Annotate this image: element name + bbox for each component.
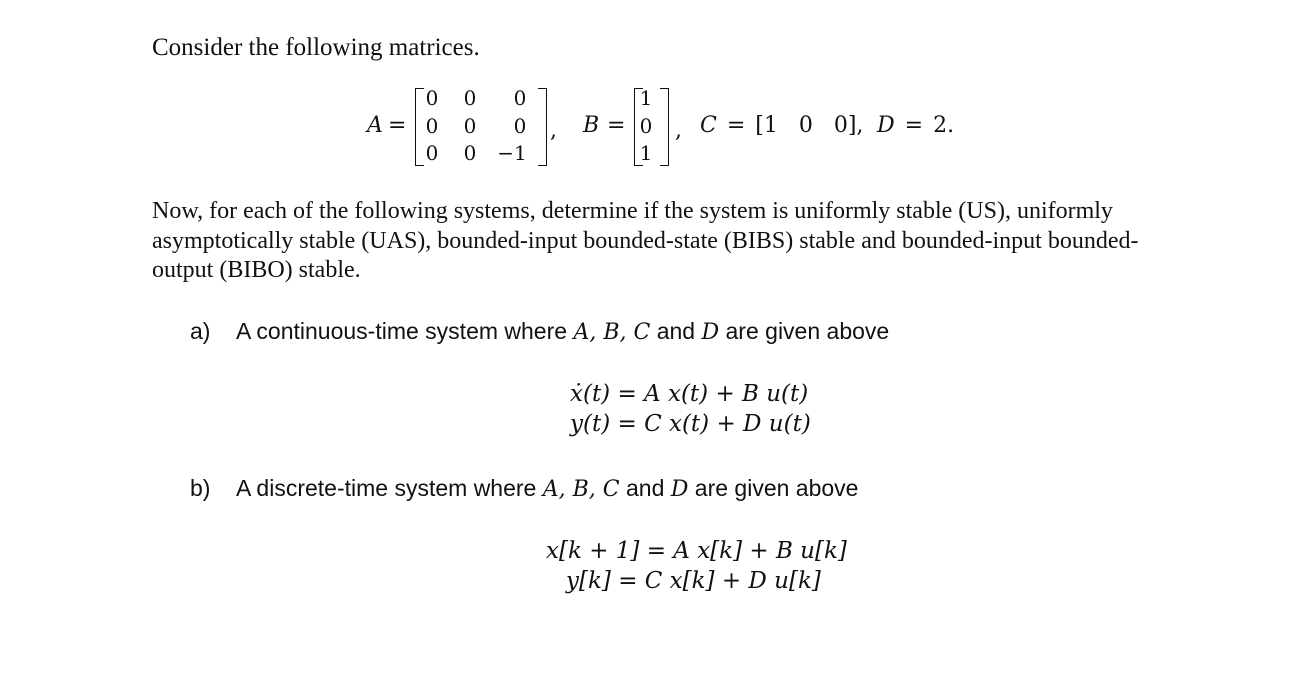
part-a-text-after: are given above [719,318,890,344]
matrix-c-block [700,113,863,138]
matrix-a-cell: 0 [425,86,439,110]
part-a-marker: a) [190,318,211,344]
matrix-d-equals: = [904,113,924,138]
matrix-a-comma: , [550,118,557,143]
matrix-a-cell: 0 [463,86,477,110]
matrix-b-label: B [583,113,600,138]
matrix-b-cell: 1 [639,141,653,165]
part-a-text-before: A continuous-time system where [235,318,574,344]
matrix-b-block [575,82,705,172]
matrix-a-cell: 0 [463,141,477,165]
matrix-a-block [360,82,580,172]
matrix-b-cell: 1 [639,86,653,110]
matrix-a-equals: = [388,113,407,138]
question-paragraph: Now, for each of the following systems, determine if the system is uniformly stable (US), uniformly asymptotically stable (UAS), bounded-input bounded-state (BIBS) stable and bounded-input bounded-output (BIBO) stable. [152,198,1139,283]
matrix-b-cell: 0 [639,114,653,138]
intro-text: Consider the following matrices. [152,34,480,61]
matrix-c-value: [1 0 0], [755,113,864,138]
matrix-a-cell: 0 [425,141,439,165]
matrix-a-cell: 0 [513,86,527,110]
part-b-equation-1: x[k + 1] = A x[k] + B u[k] [546,538,847,564]
matrix-a-cell: −1 [497,141,527,165]
part-a-equation-2: y(t) = C x(t) + D u(t) [570,411,811,437]
part-a [190,318,889,345]
matrix-a-cell: 0 [425,114,439,138]
part-b-var-last: D [670,477,689,502]
matrix-c-label: C [700,113,717,138]
matrix-d-block [877,113,954,138]
matrix-b-right-bracket [660,88,669,166]
part-a-vars: A, B, C [573,320,651,345]
matrix-b-comma: , [675,118,682,143]
part-a-equation-1: ẋ(t) = A x(t) + B u(t) [570,381,809,407]
part-a-var-last: D [701,320,720,345]
part-b [190,475,858,502]
matrix-d-value: 2. [933,113,955,138]
part-b-text-before: A discrete-time system where [235,475,543,501]
part-b-marker: b) [190,475,211,501]
matrix-a-cell: 0 [513,114,527,138]
matrix-c-equals: = [726,113,746,138]
part-b-text-mid: and [619,475,671,501]
part-b-text-after: are given above [688,475,859,501]
part-a-text-mid: and [650,318,702,344]
matrix-b-equals: = [607,113,626,138]
part-b-vars: A, B, C [542,477,620,502]
matrix-a-label: A [367,113,383,138]
matrix-a-cell: 0 [463,114,477,138]
part-b-equation-2: y[k] = C x[k] + D u[k] [566,568,821,594]
matrix-d-label: D [877,113,895,138]
matrix-a-right-bracket [538,88,547,166]
